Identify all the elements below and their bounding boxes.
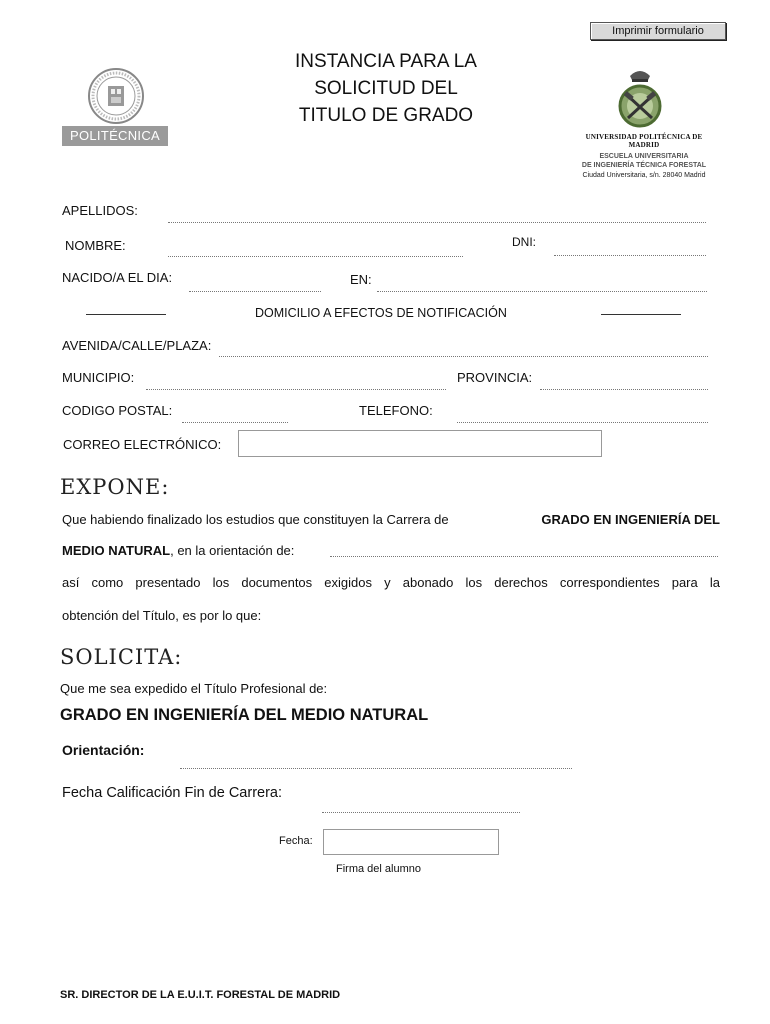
orientacion-label: Orientación: [62, 742, 145, 758]
apellidos-label: APELLIDOS: [62, 203, 138, 218]
expone-line-1-text: Que habiendo finalizado los estudios que constituyen la Carrera de [62, 512, 449, 527]
upm-seal-icon [62, 66, 170, 126]
nacido-label: NACIDO/A EL DIA: [62, 270, 173, 285]
politecnica-label: POLITÉCNICA [62, 126, 168, 146]
expone-line-1-bold: GRADO EN INGENIERÍA DEL [541, 512, 720, 527]
nacido-field[interactable] [189, 291, 321, 292]
provincia-field[interactable] [540, 389, 708, 390]
dni-field[interactable] [554, 255, 706, 256]
provincia-label: PROVINCIA: [457, 370, 533, 385]
forestry-crest-icon [608, 66, 672, 134]
fecha-calificacion-field[interactable] [322, 812, 520, 813]
school-crest [608, 66, 672, 134]
orientacion-expone-field[interactable] [330, 556, 718, 557]
address-rule-left [86, 314, 166, 315]
avenida-label: AVENIDA/CALLE/PLAZA: [62, 338, 212, 353]
expone-line-1 [62, 512, 720, 527]
upm-logo [62, 66, 170, 150]
document-title [250, 48, 522, 129]
school-info [570, 133, 718, 179]
title-line-2: SOLICITUD DEL [314, 78, 458, 99]
telefono-label: TELEFONO: [359, 403, 433, 418]
university-name: UNIVERSIDAD POLITÉCNICA DE MADRID [585, 133, 703, 149]
firma-label: Firma del alumno [336, 863, 421, 875]
orientacion-field[interactable] [180, 768, 572, 769]
correo-label: CORREO ELECTRÓNICO: [63, 437, 222, 452]
school-name-line-2: DE INGENIERÍA TÉCNICA FORESTAL [581, 162, 707, 169]
nombre-field[interactable] [168, 256, 463, 257]
footer-addressee: SR. DIRECTOR DE LA E.U.I.T. FORESTAL DE MADRID [60, 989, 341, 1001]
solicita-heading: SOLICITA: [60, 645, 183, 669]
fecha-input[interactable] [323, 829, 499, 855]
correo-input[interactable] [238, 430, 602, 457]
address-section-title: DOMICILIO A EFECTOS DE NOTIFICACIÓN [255, 306, 507, 320]
dni-label: DNI: [512, 235, 536, 249]
expone-line-3: así como presentado los documentos exigidos y abonado los derechos correspondientes para la [62, 575, 720, 590]
title-line-3: TITULO DE GRADO [298, 105, 474, 126]
expone-line-2-bold: MEDIO NATURAL [62, 543, 171, 558]
municipio-field[interactable] [146, 389, 446, 390]
en-field[interactable] [377, 291, 707, 292]
degree-title: GRADO EN INGENIERÍA DEL MEDIO NATURAL [60, 706, 429, 724]
fecha-calificacion-label: Fecha Calificación Fin de Carrera: [62, 785, 283, 801]
school-name-line-1: ESCUELA UNIVERSITARIA [599, 153, 689, 160]
fecha-label: Fecha: [279, 835, 313, 847]
codigo-postal-field[interactable] [182, 422, 288, 423]
print-form-button[interactable]: Imprimir formulario [590, 22, 726, 40]
expone-line-2 [62, 543, 294, 558]
expone-heading: EXPONE: [60, 475, 170, 499]
codigo-postal-label: CODIGO POSTAL: [62, 403, 173, 418]
expone-line-2-text: , en la orientación de: [170, 543, 295, 558]
expone-line-4: obtención del Título, es por lo que: [62, 608, 262, 623]
nombre-label: NOMBRE: [65, 238, 126, 253]
en-label: EN: [350, 272, 372, 287]
municipio-label: MUNICIPIO: [62, 370, 135, 385]
solicita-line-1: Que me sea expedido el Título Profesional de: [60, 681, 328, 696]
telefono-field[interactable] [457, 422, 708, 423]
address-rule-right [601, 314, 681, 315]
avenida-field[interactable] [219, 356, 708, 357]
school-address: Ciudad Universitaria, s/n. 28040 Madrid [582, 172, 706, 179]
apellidos-field[interactable] [168, 222, 706, 223]
title-line-1: INSTANCIA PARA LA [295, 51, 477, 72]
